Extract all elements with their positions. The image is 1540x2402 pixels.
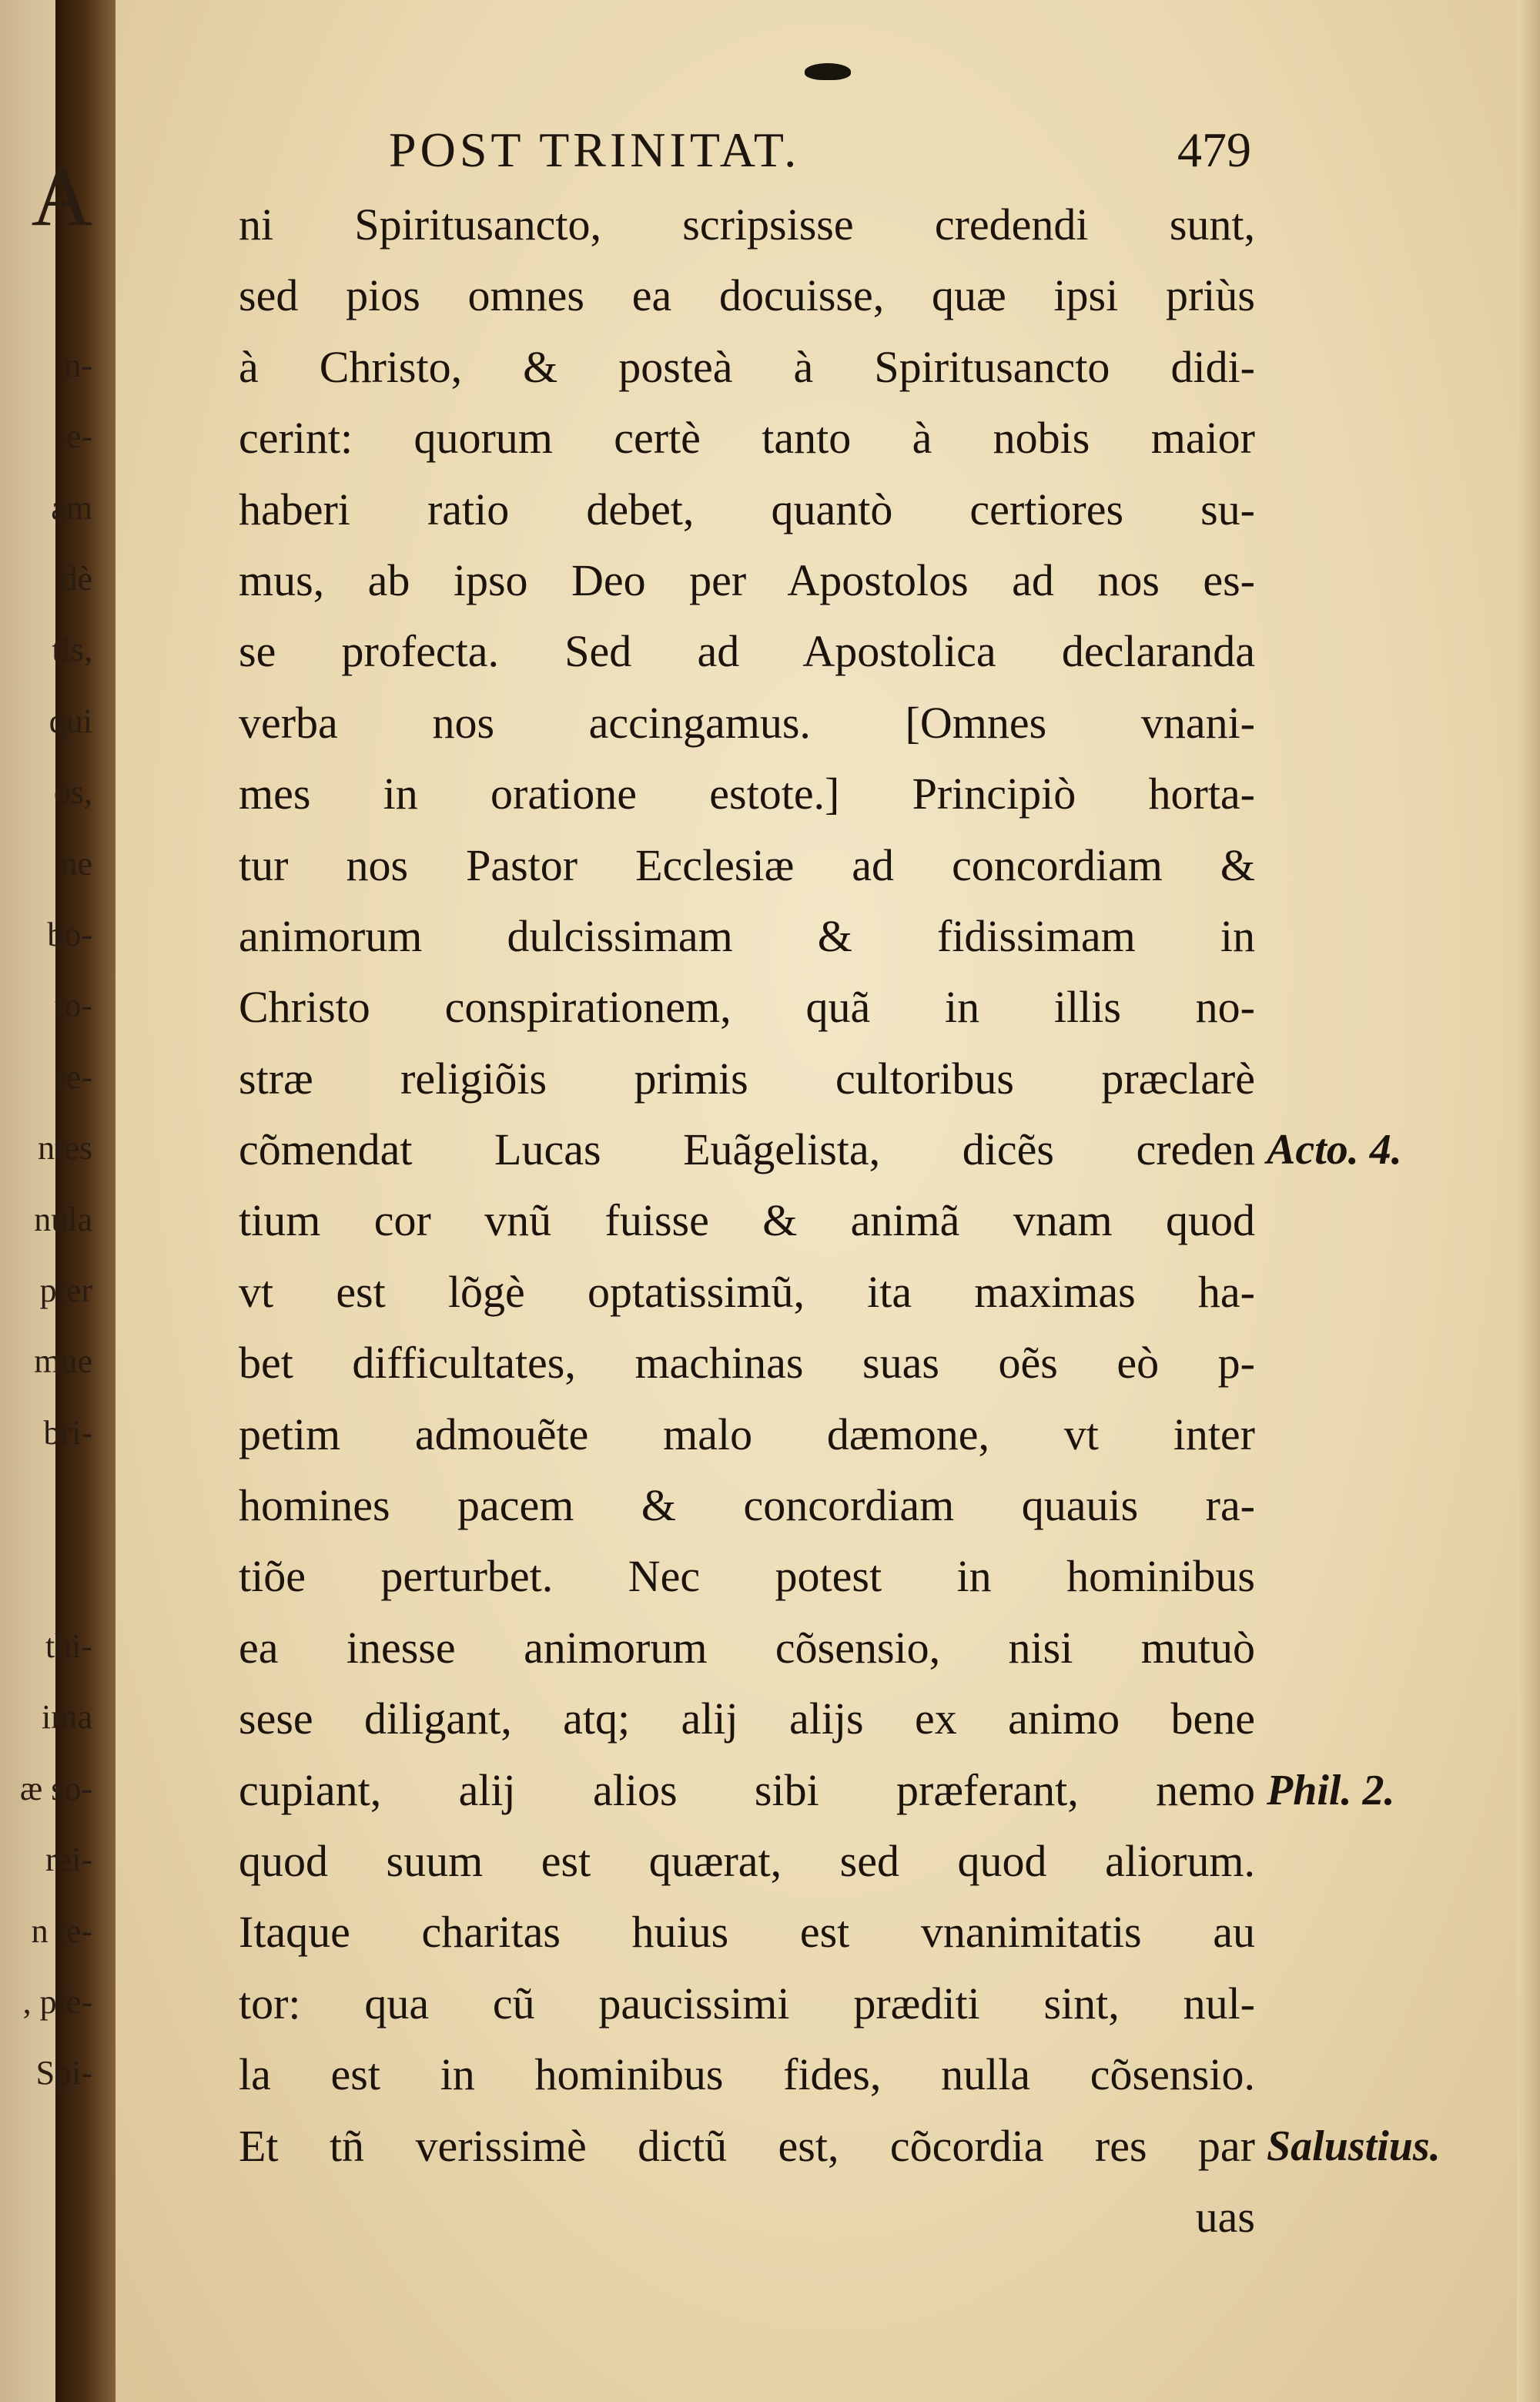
text-line: animorum dulcissimam & fidissimam in bbox=[239, 910, 1255, 961]
marginal-note: Acto. 4. bbox=[1267, 1126, 1402, 1174]
running-title: POST TRINITAT. bbox=[389, 122, 801, 177]
text-line: haberi ratio debet, quantò certiores su- bbox=[239, 484, 1255, 534]
text-line: tur nos Pastor Ecclesiæ ad concordiam & bbox=[239, 839, 1255, 890]
body-text bbox=[239, 189, 1255, 2253]
printer-ornament bbox=[805, 63, 851, 80]
previous-page-fragment: os, bbox=[53, 773, 92, 812]
previous-page-fragment: bo- bbox=[47, 916, 92, 953]
text-line: bet difficultates, machinas suas oẽs eò p- bbox=[239, 1338, 1255, 1389]
previous-page-fragment: to- bbox=[55, 987, 92, 1025]
previous-page-fragment: , ple- bbox=[22, 1983, 92, 2021]
previous-page-fragment: nula bbox=[34, 1200, 92, 1238]
previous-page-fragment: qui bbox=[49, 702, 92, 740]
text-line: vt est lõgè optatissimũ, ita maximas ha- bbox=[239, 1266, 1255, 1317]
text-line: homines pacem & concordiam quauis ra- bbox=[239, 1480, 1255, 1531]
page-header bbox=[389, 122, 1251, 176]
previous-page-fragment: thi- bbox=[45, 1627, 92, 1665]
marginal-note: Phil. 2. bbox=[1267, 1766, 1395, 1814]
text-line: Christo conspirationem, quã in illis no- bbox=[239, 982, 1255, 1033]
text-line: Itaque charitas huius est vnanimitatis au bbox=[239, 1907, 1255, 1958]
previous-page-fragment: re- bbox=[55, 1057, 92, 1096]
previous-page-fragment: ntes bbox=[38, 1129, 92, 1167]
text-line: mus, ab ipso Deo per Apostolos ad nos es- bbox=[239, 554, 1255, 605]
text-line: ni Spiritusancto, scripsisse credendi sunt, bbox=[239, 199, 1255, 250]
previous-page-fragment: n te- bbox=[31, 1911, 92, 1950]
previous-page-fragment: æ so- bbox=[19, 1769, 92, 1807]
previous-page-fragment: pter bbox=[39, 1271, 92, 1309]
text-line: verba nos accingamus. [Omnes vnani- bbox=[239, 697, 1255, 748]
previous-page-fragment: rei- bbox=[45, 1841, 92, 1879]
previous-page-fragment: dè bbox=[60, 560, 92, 598]
previous-page-fragment: n- bbox=[64, 346, 92, 384]
book-page bbox=[116, 0, 1540, 2402]
previous-page-fragment: tis, bbox=[52, 631, 92, 669]
text-line: cerint: quorum certè tanto à nobis maior bbox=[239, 413, 1255, 464]
text-line: cupiant, alij alios sibi præferant, nemo bbox=[239, 1764, 1255, 1815]
text-line: sese diligant, atq; alij alijs ex animo bene bbox=[239, 1693, 1255, 1744]
previous-page-fragment: mue bbox=[34, 1342, 92, 1381]
previous-page-fragment: e- bbox=[65, 417, 92, 456]
previous-page-fragment: A bbox=[31, 149, 92, 243]
previous-page-fragment: Spi- bbox=[35, 2054, 92, 2092]
text-line: tor: qua cũ paucissimi præditi sint, nul- bbox=[239, 1978, 1255, 2028]
text-line: uas bbox=[1195, 2191, 1255, 2242]
text-line: ea inesse animorum cõsensio, nisi mutuò bbox=[239, 1622, 1255, 1673]
text-line: stræ religiõis primis cultoribus præclarè bbox=[239, 1053, 1255, 1104]
text-line: sed pios omnes ea docuisse, quæ ipsi priùs bbox=[239, 270, 1255, 321]
previous-page-fragment: ima bbox=[42, 1698, 92, 1737]
text-line: cõmendat Lucas Euãgelista, dicẽs creden bbox=[239, 1124, 1255, 1175]
text-line: Et tñ verissimè dictũ est, cõcordia res par bbox=[239, 2120, 1255, 2171]
text-line: tiõe perturbet. Nec potest in hominibus bbox=[239, 1551, 1255, 1602]
page-number: 479 bbox=[1177, 122, 1251, 177]
text-line: à Christo, & posteà à Spiritusancto didi- bbox=[239, 341, 1255, 392]
text-line: petim admouẽte malo dæmone, vt inter bbox=[239, 1409, 1255, 1459]
previous-page-fragment: am bbox=[51, 488, 92, 527]
text-line: tium cor vnũ fuisse & animã vnam quod bbox=[239, 1195, 1255, 1246]
previous-page-fragment: ne bbox=[60, 844, 92, 883]
text-line: se profecta. Sed ad Apostolica declaranda bbox=[239, 626, 1255, 677]
page-edge bbox=[1517, 0, 1540, 2402]
text-line: la est in hominibus fides, nulla cõsensio. bbox=[239, 2049, 1255, 2100]
text-line: quod suum est quærat, sed quod aliorum. bbox=[239, 1835, 1255, 1886]
previous-page-fragment: bri- bbox=[43, 1413, 92, 1452]
marginal-note: Salustius. bbox=[1267, 2122, 1441, 2170]
text-line: mes in oratione estote.] Principiò horta- bbox=[239, 769, 1255, 819]
